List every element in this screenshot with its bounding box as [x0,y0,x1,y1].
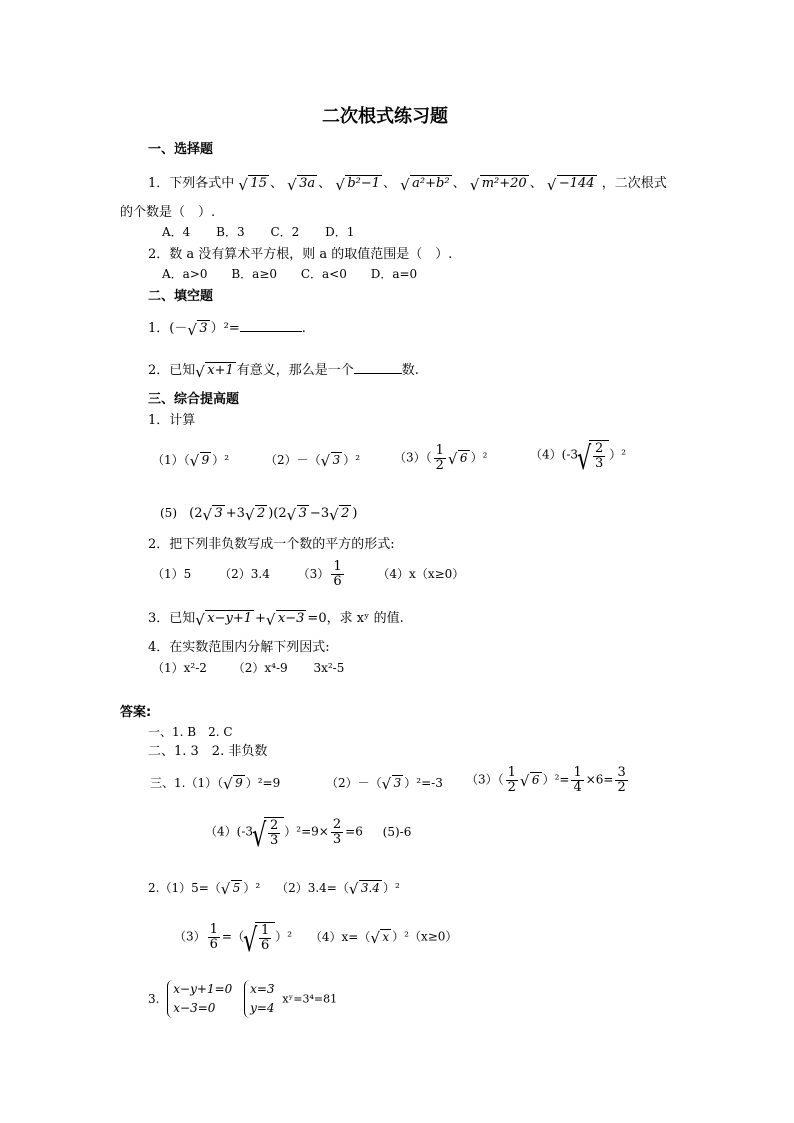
a3-1-prefix: 三、1.（1）（ [150,776,224,790]
comp-q4-items [152,662,344,674]
calc-3-suffix: ）² [470,450,488,465]
q3-suffix: =0，求 xʸ 的值. [307,611,404,626]
radical: √ 2 [246,505,267,521]
calc-5-label: (5) [160,506,177,520]
q3-prefix: 3．已知 [148,611,196,626]
option-b: B．a≥0 [231,267,278,281]
option-d: D．a=0 [370,267,418,281]
radical: √ 3 [203,505,224,521]
calc-5 [160,505,357,521]
answer-3-2 [326,775,443,790]
fraction: √ $\frac{2}{3}$ [595,441,604,471]
choice-q1-options [162,226,354,238]
fraction: $\frac{1}{2}$ [435,443,444,473]
a4-3-mid: =（ [221,929,244,944]
radical: √ 9 [224,775,245,790]
expr-part: ) [352,506,358,521]
expr-part: +3 [225,506,245,521]
expr-part: )(2 [268,506,287,521]
fill-q2-end: 数. [401,363,419,378]
item-2: （2）3.4 [219,567,270,582]
answer-3-1 [150,775,280,790]
a4-1-prefix: 2.（1）5=（ [148,881,221,895]
comp-q4: 4．在实数范围内分解下列因式: [148,640,330,655]
answer-5 [148,980,337,1018]
radical: √ 9 [191,452,212,467]
a3-4-prefix: （4）(-3 [205,824,254,839]
separator: 、 [269,176,283,191]
answer-blank[interactable] [354,373,402,374]
separator: 、 [529,176,543,191]
radical-4: √ a²+b² [401,175,451,191]
a3-2-prefix: （2）－（ [326,776,382,790]
a3-4-mid: ）²=9× [284,824,329,839]
radical: √ x+1 [196,362,236,378]
q1-prefix: 1．下列各式中 [148,176,235,191]
calc-2-prefix: （2）－（ [265,453,321,467]
item-4: （4）x（x≥0） [377,567,465,582]
a3-1-suffix: ）²=9 [245,776,281,790]
equation: x−3=0 [173,1001,216,1016]
answer-3-3 [466,766,630,794]
radical: √ 3 [188,320,209,336]
calc-4-prefix: （4）(-3 [530,447,579,462]
radical: √ 5 [222,880,243,895]
choice-q2: 2．数 a 没有算术平方根，则 a 的取值范围是（ ）. [148,247,453,262]
a4-1-suffix: ）² [243,881,261,895]
answer-4-3 [174,922,457,952]
option-a: A．4 [162,225,191,239]
q1-suffix: ，二次根式 [601,176,667,191]
a3-2-suffix: ）²=-3 [404,776,443,790]
radical: √ x−3 [267,610,307,626]
item-1: （1）x²-2 [152,661,207,675]
calc-2-suffix: ）² [343,453,361,467]
fraction: $\frac{2}{3}$ [332,817,342,847]
period: . [301,321,306,336]
equation-system-1 [167,980,232,1018]
calc-4-suffix: ）² [609,447,627,462]
section-fill-heading: 二、填空题 [148,289,214,304]
comp-q2-items [152,560,464,588]
equation: x−y+1=0 [173,982,233,996]
separator: 、 [318,176,332,191]
radical: √ 2 [330,505,351,521]
choice-q2-options [162,268,417,280]
a3-3-mid: ）²= [542,772,570,787]
fraction: $\frac{3}{2}$ [617,765,626,795]
a3-4-suffix: =6 [345,824,363,839]
answer-3-5: (5)-6 [382,824,412,839]
fraction: $\frac{1}{2}$ [507,765,516,795]
radical-2: √ 3a [288,175,317,191]
comp-q2: 2．把下列非负数写成一个数的平方的形式: [148,537,395,552]
option-a: A．a>0 [162,267,208,281]
fraction: $\frac{1}{6}$ [209,922,218,952]
option-c: C．2 [270,225,300,239]
a5-prefix: 3. [148,992,160,1007]
fill-q2-prefix: 2．已知 [148,363,196,378]
comp-q3 [148,610,404,626]
radical: √ 6 [521,772,542,787]
fill-q2 [148,362,419,378]
calc-1-prefix: （1）（ [152,453,190,467]
item-1: （1）5 [152,567,192,582]
fraction: $\frac{1}{6}$ [333,559,342,589]
radical: √ x−y+1 [196,610,254,626]
a4-2-suffix: ）² [382,881,400,895]
equation-system-2 [244,980,274,1018]
tall-radical [244,922,275,952]
a4-4-suffix: ）²（x≥0） [392,929,458,944]
fill-q1-suffix: ）²= [210,321,240,336]
section-choice-heading: 一、选择题 [148,142,214,157]
choice-q1-line1 [148,175,667,191]
expr-part: −3 [309,506,330,521]
item-3: （3） [297,567,330,582]
radical: √ 3 [288,505,309,521]
expr-part: (2 [189,506,203,521]
choice-q1-line2: 的个数是（ ）. [120,205,216,220]
separator: 、 [383,176,397,191]
fill-q1-prefix: 1．(－ [148,321,188,336]
calc-1-suffix: ）² [212,453,230,467]
calc-4 [530,440,626,470]
radical-5: √ m²+20 [471,175,529,191]
page-title: 二次根式练习题 [322,106,448,127]
fraction: √ $\frac{1}{6}$ [260,923,270,953]
section-comprehensive-heading: 三、综合提高题 [148,392,240,407]
tall-radical [253,817,284,847]
a3-3-mid2: ×6= [585,772,614,787]
item-3: 3x²-5 [313,661,345,675]
option-c: C．a<0 [300,267,347,281]
radical: √ 3 [383,775,404,790]
radical: √ 6 [449,450,470,465]
calc-2 [265,452,360,467]
radical: √ 3 [322,452,343,467]
a4-4-prefix: （4）x=（ [309,929,371,944]
equation: y=4 [250,1001,275,1016]
a4-2-prefix: （2）3.4=（ [276,881,349,895]
answer-blank[interactable] [240,331,302,332]
radical: √ 3.4 [350,880,382,895]
answer-3-4 [205,817,411,847]
answer-4-1 [148,880,400,895]
answers-heading: 答案: [120,705,152,720]
calc-3-prefix: （3）（ [394,450,432,465]
fill-q2-suffix: 有意义，那么是一个 [236,363,354,378]
a4-3-suffix: ）² [275,929,293,944]
separator: 、 [452,176,466,191]
option-d: D．1 [325,225,355,239]
a5-result: xʸ=3⁴=81 [282,992,338,1006]
a3-3-prefix: （3）（ [466,772,504,787]
a4-3-prefix: （3） [174,929,206,944]
tall-radical [578,440,609,470]
item-2: （2）x⁴-9 [232,661,288,675]
radical: √ x [371,929,391,944]
plus: + [255,611,266,626]
option-b: B．3 [216,225,245,239]
calc-3 [394,444,487,472]
radical-1: √ 15 [239,175,269,191]
radical-3: √ b²−1 [336,175,382,191]
answer-1: 一、1. B 2. C [148,725,233,739]
fraction: $\frac{1}{4}$ [573,765,582,795]
calc-1 [152,452,229,467]
answer-2: 二、1. 3 2. 非负数 [148,744,268,759]
equation: x=3 [250,982,275,996]
radical-6: √ −144 [548,175,597,191]
fill-q1 [148,320,306,336]
fraction: √ $\frac{2}{3}$ [270,818,279,848]
comp-q1-title: 1．计算 [148,413,196,428]
